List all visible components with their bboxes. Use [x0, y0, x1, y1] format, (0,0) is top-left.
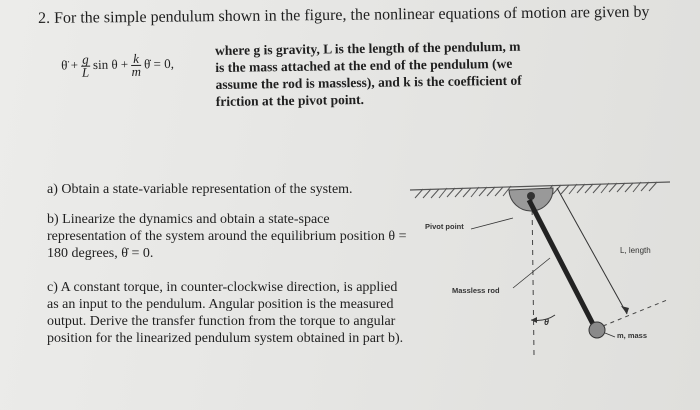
question-title: 2. For the simple pendulum shown in the figure, the nonlinear equations of motion are given by	[38, 3, 650, 27]
mass-extension-line	[603, 300, 667, 326]
part-a-text: a) Obtain a state-variable representation of the system.	[47, 182, 353, 197]
pivot-leader-line	[471, 218, 513, 229]
definition-line: friction at the pivot point.	[215, 91, 365, 109]
equation-sin-theta: sin θ +	[92, 56, 129, 73]
equation-k: k	[133, 50, 140, 66]
pivot-joint	[527, 192, 535, 200]
part-b-text: b) Linearize the dynamics and obtain a state-space representation of the system around the equilibrium position θ = 180 degrees, θ̇ = 0.	[47, 212, 407, 261]
equation-theta-ddot: θ̈ +	[61, 57, 79, 73]
length-label: L, length	[620, 246, 651, 255]
theta-label: θ	[544, 317, 550, 327]
rod-leader-line	[513, 258, 550, 288]
massless-rod-label: Massless rod	[452, 286, 500, 295]
pendulum-figure	[405, 170, 675, 370]
equation-L: L	[81, 64, 90, 80]
equation-g-over-L	[81, 51, 90, 80]
equation-of-motion	[61, 52, 174, 79]
vertical-reference-line	[532, 200, 534, 355]
variable-definitions	[215, 38, 522, 110]
pendulum-mass	[589, 322, 605, 338]
equation-theta-dot: θ̇ = 0,	[143, 55, 174, 72]
equation-g: g	[82, 51, 89, 67]
equation-k-over-m	[131, 50, 142, 80]
definition-line: where g is gravity, L is the length of the pendulum, m	[215, 38, 521, 58]
length-arrowhead	[621, 306, 629, 314]
definition-line: is the mass attached at the end of the pendulum (we	[215, 55, 513, 75]
massless-rod	[529, 200, 595, 328]
pivot-point-label: Pivot point	[425, 222, 464, 231]
part-c-text: c) A constant torque, in counter-clockwise direction, is applied as an input to the pendulum. Angular position is the measured output. Derive the transfer function from the torque to angular position for the linearized pendulum system obtained in part b).	[47, 280, 404, 346]
equation-m: m	[131, 63, 142, 80]
definition-line: assume the rod is massless), and k is the coefficient of	[215, 72, 522, 92]
length-dimension-line	[557, 188, 627, 314]
mass-leader-line	[605, 333, 615, 337]
mass-label: m, mass	[617, 331, 648, 340]
